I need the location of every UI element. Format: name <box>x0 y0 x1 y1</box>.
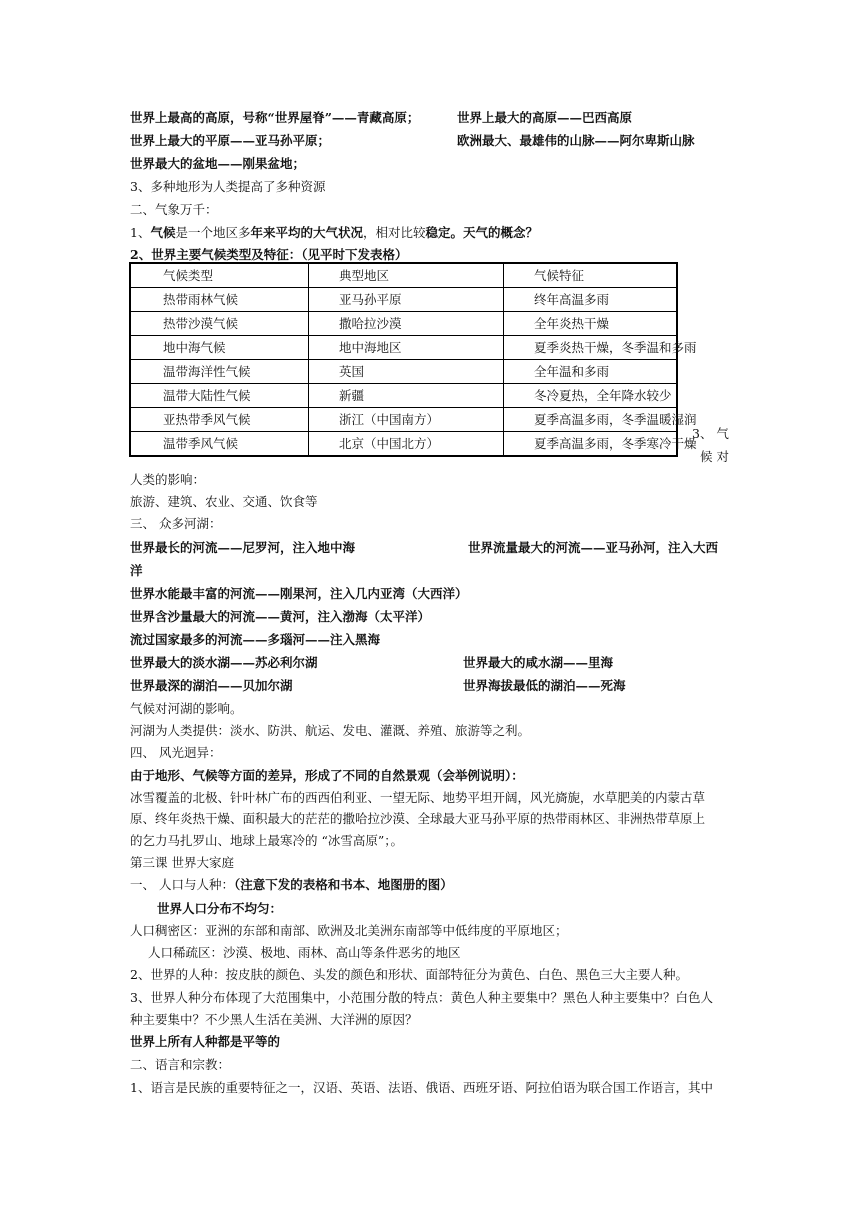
fact-lowest-lake: 世界海拔最低的湖泊——死海 <box>463 678 626 693</box>
section-heading-population <box>130 877 453 893</box>
table-cell: 夏季高温多雨，冬季温暖湿润 <box>504 408 678 432</box>
climate-def-text4: 稳定。天气的概念？ <box>425 225 539 240</box>
table-cell: 温带季风气候 <box>130 432 309 457</box>
scenery-examples-line2: 原、终年炎热干燥、面积最大的茫茫的撒哈拉沙漠、全球最大亚马孙平原的热带雨林区、非洲热带草原上 <box>130 811 706 826</box>
climate-def-text3: ，相对比较 <box>363 225 426 240</box>
races-distribution-line2: 种主要集中？不少黑人生活在美洲、大洋洲的原因？ <box>130 1012 418 1027</box>
section-heading-scenery: 四、 风光迥异： <box>130 745 222 760</box>
language-paragraph: 1、语言是民族的重要特征之一，汉语、英语、法语、俄语、西班牙语、阿拉伯语为联合国工作语言，其中 <box>130 1080 713 1095</box>
table-row <box>130 312 677 336</box>
rivers-climate-impact: 气候对河湖的影响。 <box>130 701 243 716</box>
races-equal: 世界上所有人种都是平等的 <box>130 1034 281 1049</box>
table-row <box>130 288 677 312</box>
table-cell: 夏季高温多雨，冬季寒冷干燥 <box>504 432 678 457</box>
table-cell: 新疆 <box>309 384 504 408</box>
table-row <box>130 384 677 408</box>
population-sparse: 人口稀疏区：沙漠、极地、雨林、高山等条件恶劣的地区 <box>148 945 461 960</box>
climate-def-text2: 年来平均的大气状况 <box>250 225 363 240</box>
fact-deepest-lake: 世界最深的湖泊——贝加尔湖 <box>130 678 293 693</box>
table-cell: 全年温和多雨 <box>504 360 678 384</box>
population-dense: 人口稠密区：亚洲的东部和南部、欧洲及北美洲东南部等中低纬度的平原地区； <box>130 923 568 938</box>
table-row <box>130 360 677 384</box>
table-cell: 英国 <box>309 360 504 384</box>
scenery-cause: 由于地形、气候等方面的差异，形成了不同的自然景观（会举例说明）： <box>130 768 524 783</box>
fact-largest-plain: 世界上最大的平原——亚马孙平原； <box>130 133 331 148</box>
population-heading-text: 一、 人口与人种： <box>130 877 234 892</box>
table-cell: 地中海气候 <box>130 336 309 360</box>
table-header-cell: 气候特征 <box>504 263 678 288</box>
fact-alps: 欧洲最大、最雄伟的山脉——阿尔卑斯山脉 <box>457 133 695 148</box>
rivers-benefits: 河湖为人类提供：淡水、防洪、航运、发电、灌溉、养殖、旅游等之利。 <box>130 723 531 738</box>
wrapped-text-side-2: 候 对 <box>700 449 729 464</box>
fact-hydropower-river: 世界水能最丰富的河流——刚果河，注入几内亚湾（大西洋） <box>130 586 468 601</box>
table-cell: 撒哈拉沙漠 <box>309 312 504 336</box>
climate-table <box>129 262 697 457</box>
population-uneven: 世界人口分布不均匀： <box>157 901 283 916</box>
fact-largest-plateau: 世界上最大的高原——巴西高原 <box>457 110 633 125</box>
table-cell: 亚热带季风气候 <box>130 408 309 432</box>
table-row <box>130 432 677 457</box>
table-header-cell: 典型地区 <box>309 263 504 288</box>
fact-largest-flow-river-cont: 洋 <box>130 563 143 578</box>
section-heading-language: 二、语言和宗教： <box>130 1057 231 1072</box>
lesson-title: 第三课 世界大家庭 <box>130 855 234 870</box>
fact-largest-flow-river: 世界流量最大的河流——亚马孙河，注入大西 <box>468 540 719 555</box>
table-cell: 终年高温多雨 <box>504 288 678 312</box>
climate-impact-label: 人类的影响： <box>130 472 206 487</box>
climate-definition <box>130 225 538 241</box>
table-cell: 亚马孙平原 <box>309 288 504 312</box>
climate-impact-items: 旅游、建筑、农业、交通、饮食等 <box>130 494 318 509</box>
table-header-row <box>130 263 677 288</box>
fact-largest-freshwater-lake: 世界最大的淡水湖——苏必利尔湖 <box>130 655 318 670</box>
fact-highest-plateau: 世界上最高的高原，号称“世界屋脊”——青藏高原； <box>130 110 420 125</box>
fact-sediment-river: 世界含沙量最大的河流——黄河，注入渤海（太平洋） <box>130 609 431 624</box>
table-cell: 全年炎热干燥 <box>504 312 678 336</box>
climate-def-text1: 是一个地区多 <box>175 225 251 240</box>
races-distribution-line1: 3、世界人种分布体现了大范围集中，小范围分散的特点：黄色人种主要集中？黑色人种主要集中？白色人 <box>130 990 713 1005</box>
climate-def-num: 1、 <box>130 225 151 240</box>
table-cell: 温带海洋性气候 <box>130 360 309 384</box>
table-cell: 北京（中国北方） <box>309 432 504 457</box>
fact-most-countries-river: 流过国家最多的河流——多瑙河——注入黑海 <box>130 632 381 647</box>
table-cell: 热带沙漠气候 <box>130 312 309 336</box>
table-cell: 冬冷夏热，全年降水较少 <box>504 384 678 408</box>
table-cell: 夏季炎热干燥，冬季温和多雨 <box>504 336 678 360</box>
section-heading-climate: 二、气象万千： <box>130 202 218 217</box>
table-row <box>130 336 677 360</box>
landforms-resources: 3、多种地形为人类提高了多种资源 <box>130 179 326 194</box>
wrapped-text-side-1: 3、 气 <box>692 426 729 441</box>
races-definition: 2、世界的人种：按皮肤的颜色、头发的颜色和形状、面部特征分为黄色、白色、黑色三大主要人种。 <box>130 967 688 982</box>
table-cell: 热带雨林气候 <box>130 288 309 312</box>
section-heading-rivers: 三、 众多河湖： <box>130 516 222 531</box>
table-row <box>130 408 677 432</box>
table-header-cell: 气候类型 <box>130 263 309 288</box>
fact-longest-river: 世界最长的河流——尼罗河，注入地中海 <box>130 540 356 555</box>
fact-largest-basin: 世界最大的盆地——刚果盆地； <box>130 156 306 171</box>
population-heading-note: （注意下发的表格和书本、地图册的图） <box>233 877 453 892</box>
scenery-examples-line1: 冰雪覆盖的北极、针叶林广布的西西伯利亚、一望无际、地势平坦开阔，风光旖旎，水草肥美的内蒙古草 <box>130 790 706 805</box>
climate-def-term: 气候 <box>150 225 176 240</box>
scenery-examples-line3: 的乞力马扎罗山、地球上最寒冷的 “冰雪高原”；。 <box>130 833 404 848</box>
table-cell: 温带大陆性气候 <box>130 384 309 408</box>
table-cell: 浙江（中国南方） <box>309 408 504 432</box>
climate-types-heading: 2、世界主要气候类型及特征：（见平时下发表格） <box>130 247 408 262</box>
fact-largest-saltwater-lake: 世界最大的咸水湖——里海 <box>463 655 614 670</box>
table-cell: 地中海地区 <box>309 336 504 360</box>
